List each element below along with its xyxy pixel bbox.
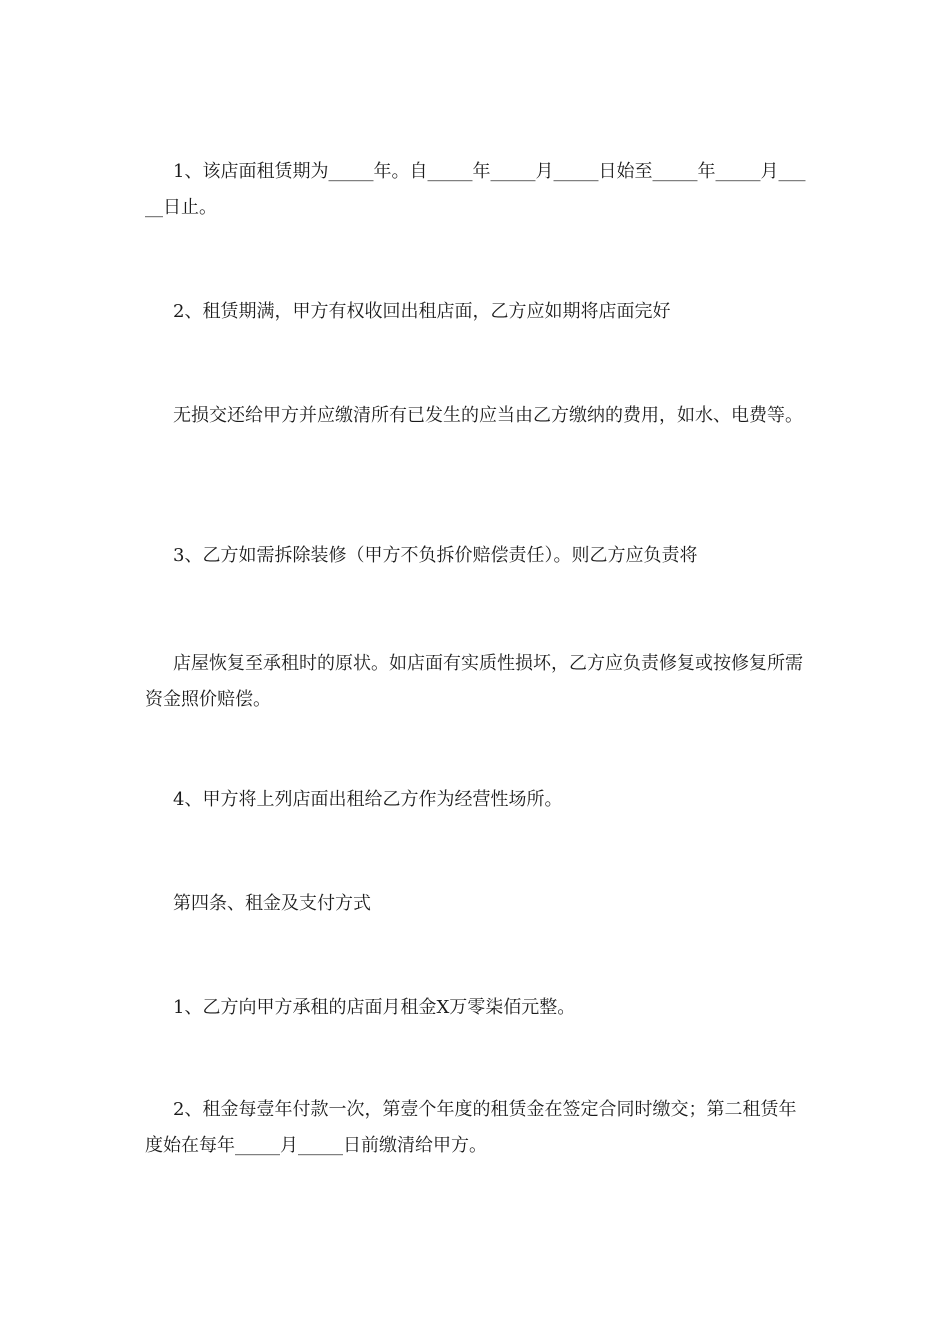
- section-heading-rent-payment: 第四条、租金及支付方式: [173, 893, 371, 914]
- paragraph-lease-expiry: 2、租赁期满，甲方有权收回出租店面，乙方应如期将店面完好: [173, 301, 671, 322]
- paragraph-restore-condition: 店屋恢复至承租时的原状。如店面有实质性损坏，乙方应负责修复或按修复所需资金照价赔偿。: [145, 653, 803, 710]
- paragraph-lease-term: 1、该店面租赁期为_____年。自_____年_____月_____日始至_____年_____月_____日止。: [145, 161, 806, 218]
- paragraph-business-use: 4、甲方将上列店面出租给乙方作为经营性场所。: [173, 789, 563, 810]
- paragraph-monthly-rent: 1、乙方向甲方承租的店面月租金X万零柒佰元整。: [173, 997, 576, 1018]
- paragraph-renovation-removal: 3、乙方如需拆除装修（甲方不负拆价赔偿责任）。则乙方应负责将: [173, 545, 698, 566]
- paragraph-return-and-fees: 无损交还给甲方并应缴清所有已发生的应当由乙方缴纳的费用，如水、电费等。: [173, 405, 803, 426]
- paragraph-payment-schedule: 2、租金每壹年付款一次，第壹个年度的租赁金在签定合同时缴交；第二租赁年度始在每年_____月_____日前缴清给甲方。: [145, 1099, 797, 1156]
